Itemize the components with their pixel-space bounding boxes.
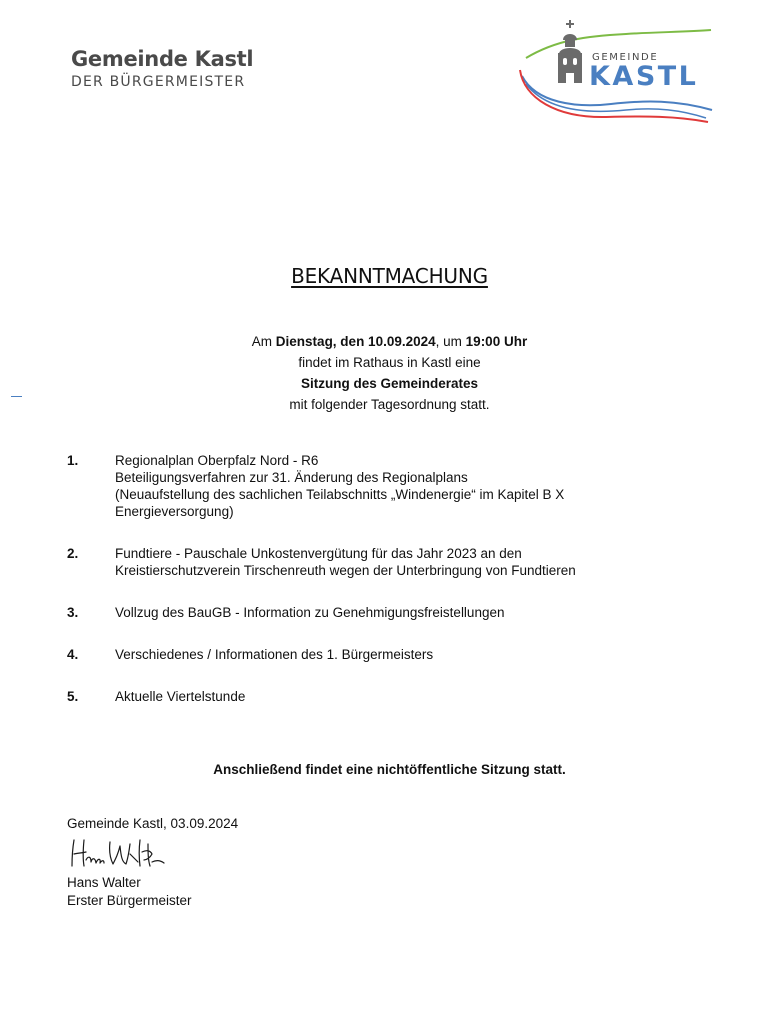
agenda-line: Regionalplan Oberpfalz Nord - R6 — [115, 453, 319, 468]
meeting-date: Dienstag, den 10.09.2024 — [275, 334, 436, 349]
margin-mark — [11, 396, 22, 397]
agenda-item — [67, 604, 687, 621]
letterhead — [71, 47, 253, 91]
signer-title: Erster Bürgermeister — [67, 893, 192, 908]
logo-text-gemeinde: GEMEINDE — [592, 52, 659, 63]
meeting-time: 19:00 Uhr — [465, 334, 528, 349]
signer-name: Hans Walter — [67, 875, 141, 890]
agenda-line: Beteiligungsverfahren zur 31. Änderung des Regionalplans — [115, 470, 468, 485]
agenda-line: Kreistierschutzverein Tirschenreuth wegen der Unterbringung von Fundtieren — [115, 563, 576, 578]
agenda-list — [67, 452, 687, 705]
agenda-item — [67, 452, 687, 520]
agenda-line: Fundtiere - Pauschale Unkostenvergütung für das Jahr 2023 an den — [115, 546, 522, 561]
agenda-line: (Neuaufstellung des sachlichen Teilabschnitts „Windenergie“ im Kapitel B X — [115, 487, 565, 502]
agenda-number: 3. — [67, 605, 79, 620]
place-date: Gemeinde Kastl, 03.09.2024 — [67, 816, 239, 831]
signer-block — [67, 874, 192, 910]
agenda-number: 5. — [67, 689, 79, 704]
handwritten-signature — [66, 836, 166, 872]
organization-name: Gemeinde Kastl — [71, 47, 254, 71]
meeting-announcement — [0, 331, 779, 415]
agenda-line: Aktuelle Viertelstunde — [115, 689, 246, 704]
am-text: Am — [251, 334, 273, 349]
logo-text-kastl: KASTL — [589, 61, 699, 92]
agenda-line: Verschiedenes / Informationen des 1. Bürgermeisters — [115, 647, 434, 662]
agenda-number: 4. — [67, 647, 79, 662]
meeting-date-line — [0, 331, 779, 352]
agenda-line: Vollzug des BauGB - Information zu Genehmigungsfreistellungen — [115, 605, 505, 620]
meeting-location: findet im Rathaus in Kastl eine — [298, 355, 481, 370]
agenda-item — [67, 545, 687, 579]
meeting-type: Sitzung des Gemeinderates — [300, 376, 479, 391]
agenda-number: 1. — [67, 453, 79, 468]
agenda-number: 2. — [67, 546, 79, 561]
closing-note: Anschließend findet eine nichtöffentliche Sitzung statt. — [213, 762, 566, 777]
agenda-intro: mit folgender Tagesordnung statt. — [289, 397, 490, 412]
document-title: BEKANNTMACHUNG — [291, 264, 488, 288]
agenda-line: Energieversorgung) — [115, 504, 234, 519]
agenda-item — [67, 688, 687, 705]
organization-subtitle: DER BÜRGERMEISTER — [71, 74, 246, 90]
um-text: , um — [435, 334, 462, 349]
agenda-item — [67, 646, 687, 663]
